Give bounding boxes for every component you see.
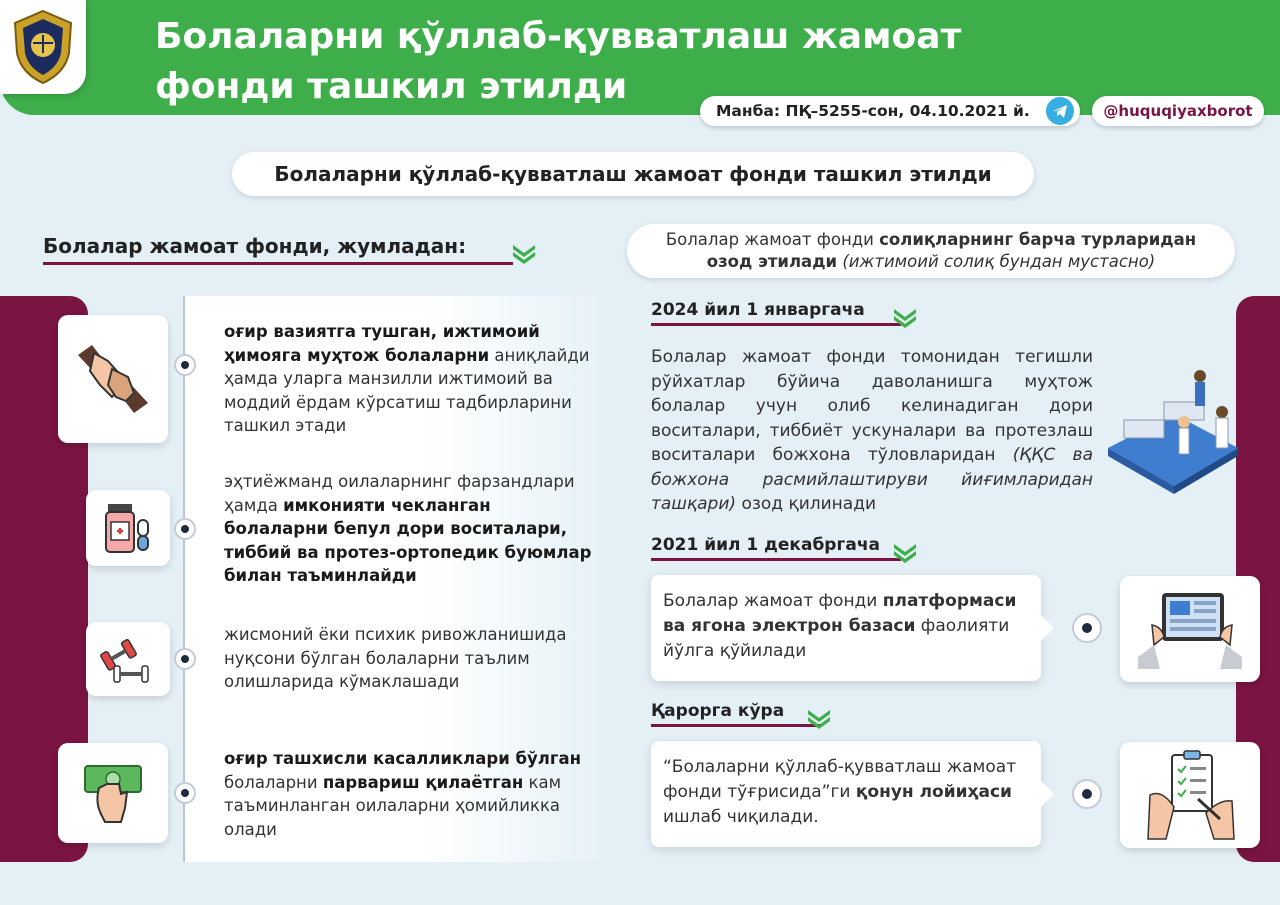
- s3-bold: қонун лойиҳаси: [855, 782, 1012, 802]
- timeline-bullet: [1072, 779, 1102, 809]
- handshake-icon: [72, 341, 154, 417]
- icon-card-tablet: [1120, 576, 1260, 682]
- chevron-down-icon: [892, 307, 918, 329]
- chevron-down-icon: [511, 243, 537, 265]
- subtitle-pill: Болаларни қўллаб-қувватлаш жамоат фонди ташкил этилди: [232, 152, 1034, 196]
- item-4-text-2: кам таъминланган оилаларни ҳомийликка олади: [224, 772, 562, 839]
- s1-italic: (ҚҚС ва божхона расмийлаштируви йиғимларидан ташқари): [651, 445, 1093, 514]
- timeline-bullet: [174, 648, 196, 670]
- telegram-icon[interactable]: [1046, 97, 1074, 125]
- icon-card-sport: [86, 622, 170, 696]
- source-pill: [700, 96, 1080, 126]
- title-line-2: фонди ташкил этилди: [155, 66, 628, 107]
- item-1-bold: оғир вазиятга тушган, ижтимоий ҳимояга муҳтож болаларни: [224, 322, 540, 365]
- icon-card-clipboard: [1120, 742, 1260, 848]
- s2-bold: платформаси ва ягона электрон базаси: [663, 591, 1017, 636]
- s2-text-2: фаолияти йўлга қўйилади: [663, 616, 1010, 661]
- item-4-text-1: болаларни: [224, 772, 323, 792]
- timeline-bullet: [174, 354, 196, 376]
- item-text-1: [224, 320, 594, 438]
- left-heading: Болалар жамоат фонди, жумладан:: [43, 234, 467, 258]
- heading-2021-underline: [651, 558, 901, 561]
- customs-exemption-text: [651, 345, 1093, 517]
- item-1-text: аниқлайди ҳамда уларга манзилли ижтимоий ва моддий ёрдам кўрсатиш тадбирларини ташкил этади: [224, 345, 590, 435]
- chevron-down-icon: [806, 708, 832, 730]
- s1-text-2: озод қилинади: [736, 494, 877, 514]
- icon-card-money: [58, 743, 168, 843]
- heading-decision-underline: [651, 724, 821, 727]
- tax-bold-1: солиқларнинг барча турларидан: [879, 230, 1197, 249]
- law-draft-card: [651, 741, 1041, 847]
- source-text: Манба: ПҚ–5255-сон, 04.10.2021 й.: [716, 102, 1030, 120]
- timeline-line: [183, 296, 185, 862]
- s3-text-2: ишлаб чиқилади.: [663, 807, 819, 827]
- heading-decision: Қарорга кўра: [651, 701, 785, 721]
- item-text-4: [224, 747, 594, 841]
- hospital-icon: [1104, 362, 1242, 496]
- money-hand-icon: [81, 762, 145, 824]
- heading-2021: 2021 йил 1 декабргача: [651, 535, 880, 555]
- chevron-down-icon: [892, 542, 918, 564]
- medicine-icon: [100, 500, 156, 556]
- channel-handle[interactable]: @huquqiyaxborot: [1092, 96, 1264, 126]
- s3-text-1: “Болаларни қўллаб-қувватлаш жамоат фонди тўғрисида”ги: [663, 757, 1017, 802]
- law-draft-text: [663, 755, 1029, 830]
- timeline-bullet: [174, 782, 196, 804]
- item-4-bold-2: парвариш қилаётган: [322, 772, 524, 792]
- timeline-bullet: [1072, 613, 1102, 643]
- item-2-text: эҳтиёжманд оилаларнинг фарзандлари ҳамда: [224, 472, 575, 515]
- heading-2024: 2024 йил 1 январгача: [651, 300, 865, 320]
- item-text-2: [224, 470, 594, 588]
- emblem-logo-icon: [11, 9, 75, 85]
- platform-card: [651, 575, 1041, 681]
- card-pointer: [1040, 780, 1054, 808]
- s1-text-1: Болалар жамоат фонди томонидан тегишли рўйхатлар бўйича даволанишга муҳтож болалар учун олиб келинадиган дори воситалари, тиббиёт ускуналари ва протезлаш воситалари божхона тўловларидан: [651, 347, 1093, 465]
- tax-exemption-pill: [627, 224, 1235, 278]
- left-heading-underline: [43, 262, 513, 265]
- item-text-3: жисмоний ёки психик ривожланишида нуқсони бўлган болаларни таълим олишларида кўмаклашади: [224, 625, 567, 691]
- tablet-icon: [1132, 585, 1248, 673]
- dumbbell-icon: [98, 634, 158, 684]
- title-line-1: Болаларни қўллаб-қувватлаш жамоат: [155, 16, 962, 57]
- heading-2024-underline: [651, 323, 901, 326]
- card-pointer: [1040, 614, 1054, 642]
- logo: [0, 0, 86, 94]
- item-4-bold-1: оғир ташхисли касалликлари бўлган: [224, 749, 582, 768]
- tax-italic: (ижтимоий солиқ бундан мустасно): [837, 252, 1156, 271]
- icon-card-support: [58, 315, 168, 443]
- timeline-bullet: [174, 518, 196, 540]
- s2-text-1: Болалар жамоат фонди: [663, 591, 883, 611]
- icon-card-medicine: [86, 490, 170, 566]
- platform-text: [663, 589, 1029, 664]
- clipboard-icon: [1140, 749, 1240, 841]
- tax-text: Болалар жамоат фонди: [665, 230, 880, 249]
- item-2-bold: имконияти чекланган болаларни бепул дори воситалари, тиббий ва протез-ортопедик буюмлар билан таъминлайди: [224, 495, 592, 585]
- tax-bold-2: озод этилади: [706, 252, 838, 271]
